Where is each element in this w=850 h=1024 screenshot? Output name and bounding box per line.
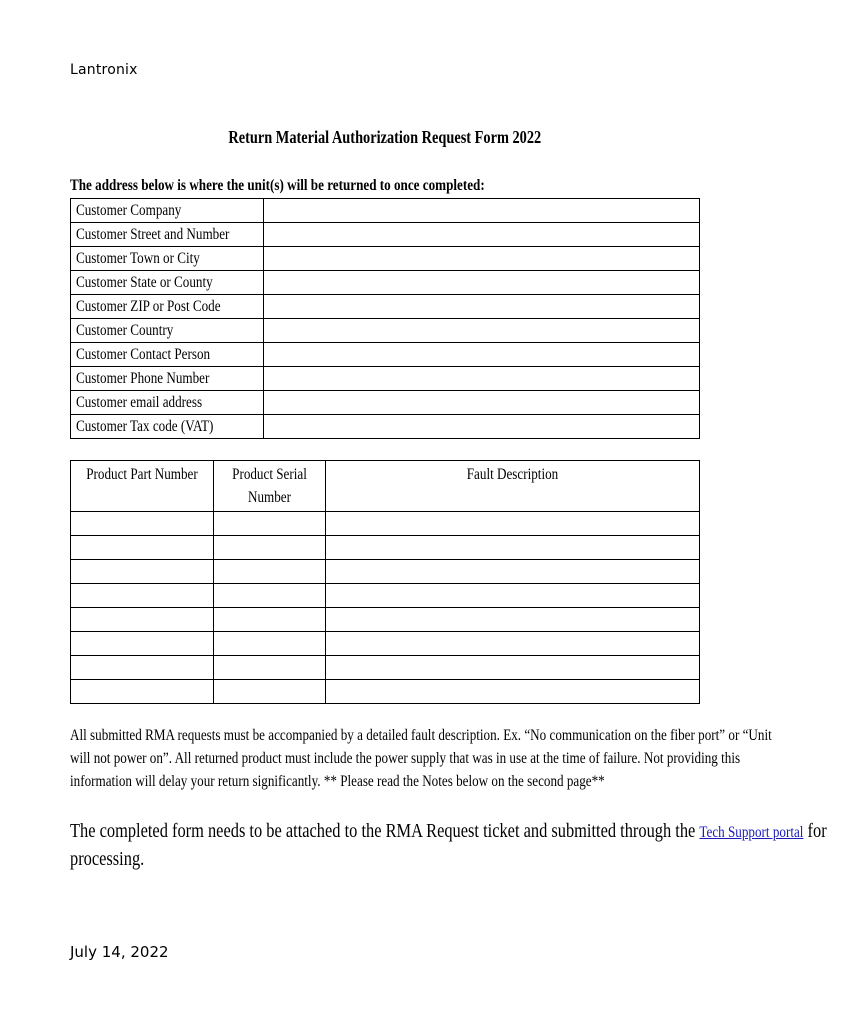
part-number-cell[interactable]	[71, 608, 214, 632]
serial-number-cell[interactable]	[214, 608, 326, 632]
field-input[interactable]	[264, 247, 700, 271]
note-line: All submitted RMA requests must be accompanied by a detailed fault description. Ex. “No communication on the fiber port” or “Unit	[70, 727, 772, 744]
address-intro: The address below is where the unit(s) will be returned to once completed:	[70, 177, 485, 194]
tech-support-portal-link[interactable]: Tech Support portal	[699, 824, 804, 841]
table-row	[71, 584, 700, 608]
field-label: Customer Country	[71, 319, 264, 343]
field-input[interactable]	[264, 295, 700, 319]
table-row	[71, 199, 700, 223]
submission-instructions	[70, 818, 850, 873]
part-number-cell[interactable]	[71, 656, 214, 680]
fault-description-cell[interactable]	[326, 656, 700, 680]
fault-description-cell[interactable]	[326, 680, 700, 704]
note-line: The completed form needs to be attached to the RMA Request ticket and submitted through the Tech Support portal for	[70, 820, 827, 842]
part-number-cell[interactable]	[71, 632, 214, 656]
fault-description-cell[interactable]	[326, 536, 700, 560]
table-row	[71, 271, 700, 295]
field-label: Customer Street and Number	[71, 223, 264, 247]
company-name: Lantronix	[70, 62, 138, 78]
table-row	[71, 295, 700, 319]
column-header-fault-description: Fault Description	[326, 461, 700, 512]
field-input[interactable]	[264, 223, 700, 247]
fault-description-cell[interactable]	[326, 608, 700, 632]
part-number-cell[interactable]	[71, 584, 214, 608]
part-number-cell[interactable]	[71, 680, 214, 704]
product-table	[70, 460, 700, 704]
field-label: Customer State or County	[71, 271, 264, 295]
column-header-part-number: Product Part Number	[71, 461, 214, 512]
serial-number-cell[interactable]	[214, 512, 326, 536]
field-input[interactable]	[264, 199, 700, 223]
serial-number-cell[interactable]	[214, 560, 326, 584]
field-label: Customer email address	[71, 391, 264, 415]
serial-number-cell[interactable]	[214, 536, 326, 560]
serial-number-cell[interactable]	[214, 680, 326, 704]
field-input[interactable]	[264, 415, 700, 439]
table-row	[71, 343, 700, 367]
serial-number-cell[interactable]	[214, 632, 326, 656]
page-title: Return Material Authorization Request Form 2022	[228, 127, 542, 147]
table-row	[71, 391, 700, 415]
rma-requirements-note	[70, 724, 840, 793]
table-row	[71, 536, 700, 560]
serial-number-cell[interactable]	[214, 656, 326, 680]
table-row	[71, 632, 700, 656]
field-label: Customer Phone Number	[71, 367, 264, 391]
fault-description-cell[interactable]	[326, 632, 700, 656]
table-row	[71, 512, 700, 536]
note-line: information will delay your return significantly. ** Please read the Notes below on the second page**	[70, 773, 605, 790]
table-row	[71, 680, 700, 704]
field-input[interactable]	[264, 391, 700, 415]
table-row	[71, 223, 700, 247]
field-input[interactable]	[264, 367, 700, 391]
table-row	[71, 247, 700, 271]
table-row	[71, 656, 700, 680]
part-number-cell[interactable]	[71, 536, 214, 560]
table-row	[71, 608, 700, 632]
field-label: Customer Company	[71, 199, 264, 223]
field-label: Customer Town or City	[71, 247, 264, 271]
field-label: Customer Contact Person	[71, 343, 264, 367]
note-line: processing.	[70, 848, 145, 870]
part-number-cell[interactable]	[71, 560, 214, 584]
table-header-row	[71, 461, 700, 512]
field-input[interactable]	[264, 271, 700, 295]
field-input[interactable]	[264, 343, 700, 367]
field-input[interactable]	[264, 319, 700, 343]
field-label: Customer Tax code (VAT)	[71, 415, 264, 439]
field-label: Customer ZIP or Post Code	[71, 295, 264, 319]
table-row	[71, 319, 700, 343]
table-row	[71, 560, 700, 584]
table-row	[71, 415, 700, 439]
address-table	[70, 198, 700, 439]
fault-description-cell[interactable]	[326, 560, 700, 584]
fault-description-cell[interactable]	[326, 584, 700, 608]
table-row	[71, 367, 700, 391]
serial-number-cell[interactable]	[214, 584, 326, 608]
footer-date: July 14, 2022	[70, 943, 169, 961]
part-number-cell[interactable]	[71, 512, 214, 536]
fault-description-cell[interactable]	[326, 512, 700, 536]
note-line: will not power on”. All returned product must include the power supply that was in use at the time of failure. Not providing this	[70, 750, 741, 767]
column-header-serial-number: Product Serial Number	[214, 461, 326, 512]
